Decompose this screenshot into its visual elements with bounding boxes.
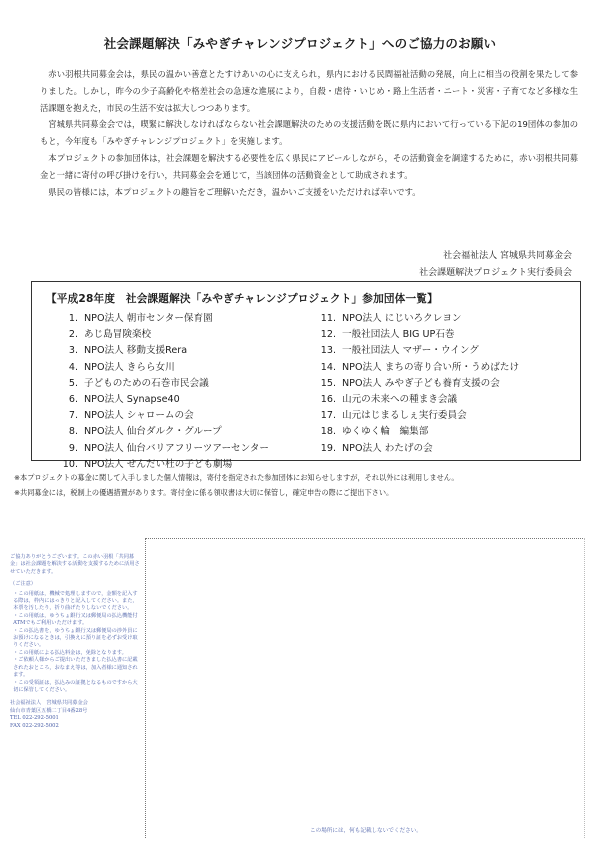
participant-name: NPO法人 シャロームの会	[84, 410, 194, 422]
participant-item	[48, 424, 269, 440]
participant-name: NPO法人 にじいろクレヨン	[342, 313, 462, 324]
page-title: 社会課題解決「みやぎチャレンジプロジェクト」へのご協力のお願い	[103, 36, 497, 51]
intro-text	[40, 66, 578, 200]
footnote-privacy: ※本プロジェクトの募金に関して入手しました個人情報は，寄付を指定された参加団体にお知らせしますが，それ以外には利用しません。	[14, 473, 459, 482]
participant-item	[48, 360, 269, 376]
participant-number: 14.	[320, 361, 336, 373]
participant-item	[48, 408, 269, 424]
footnote-tax: ※共同募金には，税制上の優遇措置があります。寄付金に係る領収書は大切に保管し，確定申告の際にご提出下さい。	[14, 488, 394, 497]
participant-name: NPO法人 きらら女川	[84, 361, 175, 373]
participant-number: 16.	[320, 393, 336, 405]
participant-list-title: 【平成28年度 社会課題解決「みやぎチャレンジプロジェクト」参加団体一覧】	[46, 293, 438, 305]
participant-item	[48, 392, 269, 408]
participant-name: 山元の未来への種まき会議	[342, 393, 458, 405]
participant-name: 一般社団法人 BIG UP石巻	[342, 329, 455, 341]
slip-fax: FAX 022-292-5002	[10, 722, 59, 729]
participant-item	[48, 327, 269, 343]
slip-caution-item: ・この用紙は，機械で処理しますので，金額を記入する際は，枠内にはっきりと記入してください。また，本票を汚したり，折り曲げたりしないでください。	[13, 590, 138, 612]
participant-item	[48, 441, 269, 457]
slip-caution-item: ・この受領証は，払込みの証拠となるものですから大切に保管してください。	[13, 679, 138, 693]
participant-name: NPO法人 みやぎ子ども養育支援の会	[342, 377, 500, 389]
intro-paragraph: 県民の皆様には，本プロジェクトの趣旨をご理解いただき，温かいご支援をいただければ幸いです。	[48, 186, 421, 197]
slip-divider	[584, 538, 585, 838]
slip-caution-item: ・この払込書を，ゆうちょ銀行又は郵便局の渉外員にお預けになるときは，引換えに預り証を必ずお受け取りください。	[13, 627, 138, 649]
participant-number: 12.	[320, 329, 336, 341]
slip-caution-title: （ご注意）	[10, 581, 36, 588]
participant-name: ゆくゆく輪 編集部	[342, 426, 429, 438]
participant-number: 3.	[68, 345, 78, 357]
slip-caution-item: ・この用紙による払込料金は，免除となります。	[13, 649, 127, 656]
participant-number: 4.	[68, 361, 78, 373]
participant-name: 子どものための石巻市民会議	[84, 377, 209, 389]
participant-number: 10.	[62, 458, 78, 470]
participant-name: 一般社団法人 マザー・ウイング	[342, 345, 479, 357]
participant-item	[302, 376, 519, 392]
signature-committee: 社会課題解決プロジェクト実行委員会	[419, 268, 572, 278]
participant-item	[302, 408, 519, 424]
participant-item	[48, 311, 269, 327]
participant-number: 19.	[320, 442, 336, 454]
slip-organization: 社会福祉法人 宮城県共同募金会	[10, 700, 88, 707]
participant-number: 5.	[68, 377, 78, 389]
participant-number: 6.	[68, 393, 78, 405]
participant-item	[302, 327, 519, 343]
slip-instructions	[10, 554, 140, 730]
participant-name: NPO法人 せんだい杜の子ども劇場	[84, 458, 233, 470]
participant-number: 13.	[320, 345, 336, 357]
participant-name: NPO法人 まちの寄り合い所・うめばたけ	[342, 361, 520, 373]
participant-name: 山元はじまるしぇ実行委員会	[342, 410, 467, 422]
participant-list-box	[31, 281, 581, 470]
slip-thanks: ご協力ありがとうございます。この赤い羽根「共同募金」は社会課題を解決する活動を支援するために活用させていただきます。	[10, 554, 140, 575]
participant-number: 18.	[320, 426, 336, 438]
participant-name: NPO法人 移動支援Rera	[84, 345, 188, 357]
participant-number: 2.	[68, 329, 78, 341]
intro-paragraph: 本プロジェクトの参加団体は，社会課題を解決する必要性を広く県民にアピールしながら，その活動資金を調達するために，赤い羽根共同募金と一緒に寄付の呼び掛けを行い，共同募金会を通じて，当該団体の活動資金として助成されます。	[40, 152, 578, 180]
participant-name: NPO法人 朝市センター保育園	[84, 313, 213, 324]
participant-item	[302, 311, 519, 327]
participant-item	[302, 360, 519, 376]
signature	[419, 248, 572, 282]
participant-number: 17.	[320, 410, 336, 422]
participant-name: NPO法人 わたげの会	[342, 442, 433, 454]
participant-item	[302, 424, 519, 440]
participant-number: 7.	[68, 410, 78, 422]
participant-item	[48, 376, 269, 392]
participant-item	[302, 441, 519, 457]
slip-no-write-notice: この場所には，何も記載しないでください。	[310, 828, 422, 834]
slip-divider	[145, 538, 146, 838]
participant-number: 9.	[68, 442, 78, 454]
participant-name: あじ島冒険楽校	[84, 329, 152, 341]
participant-list-right	[302, 311, 519, 457]
participant-item	[48, 343, 269, 359]
payment-slip	[0, 538, 600, 858]
participant-name: NPO法人 仙台バリアフリーツアーセンター	[84, 442, 270, 454]
participant-list-left	[48, 311, 269, 473]
participant-name: NPO法人 Synapse40	[84, 393, 180, 405]
slip-caution-item: ・この用紙は，ゆうちょ銀行又は郵便局の払込機能付ATMでもご利用いただけます。	[13, 612, 138, 627]
participant-number: 15.	[320, 377, 336, 389]
participant-item	[302, 343, 519, 359]
signature-organization: 社会福祉法人 宮城県共同募金会	[443, 251, 572, 261]
participant-number: 8.	[68, 426, 78, 438]
slip-tel: TEL 022-292-5001	[10, 715, 59, 722]
participant-number: 1.	[68, 313, 78, 324]
intro-paragraph: 赤い羽根共同募金会は，県民の温かい善意とたすけあいの心に支えられ，県内における民間福祉活動の発展，向上に相当の役割を果たして参りました。しかし，昨今の少子高齢化や格差社会の急速な進展により，自殺・虐待・いじめ・路上生活者・ニート・災害・子育てなど多様な生活課題を抱えた，市民の生活不安は拡大しつつあります。	[40, 69, 578, 113]
slip-caution-item: ・ご依頼人様からご提出いただきました払込書に記載されたおところ，おなまえ等は，加入者様に通知されます。	[13, 657, 138, 679]
intro-paragraph: 宮城県共同募金会では，喫緊に解決しなければならない社会課題解決のための支援活動を既に県内において行っている下記の19団体の参加のもと，今年度も「みやぎチャレンジプロジェクト」を実施します。	[40, 119, 578, 147]
footnotes	[14, 470, 459, 500]
slip-divider	[145, 538, 585, 539]
participant-number: 11.	[320, 313, 336, 324]
slip-address: 仙台市青葉区五橋二丁目4番28号	[10, 707, 88, 714]
participant-name: NPO法人 仙台ダルク・グループ	[84, 426, 222, 438]
participant-item	[302, 392, 519, 408]
